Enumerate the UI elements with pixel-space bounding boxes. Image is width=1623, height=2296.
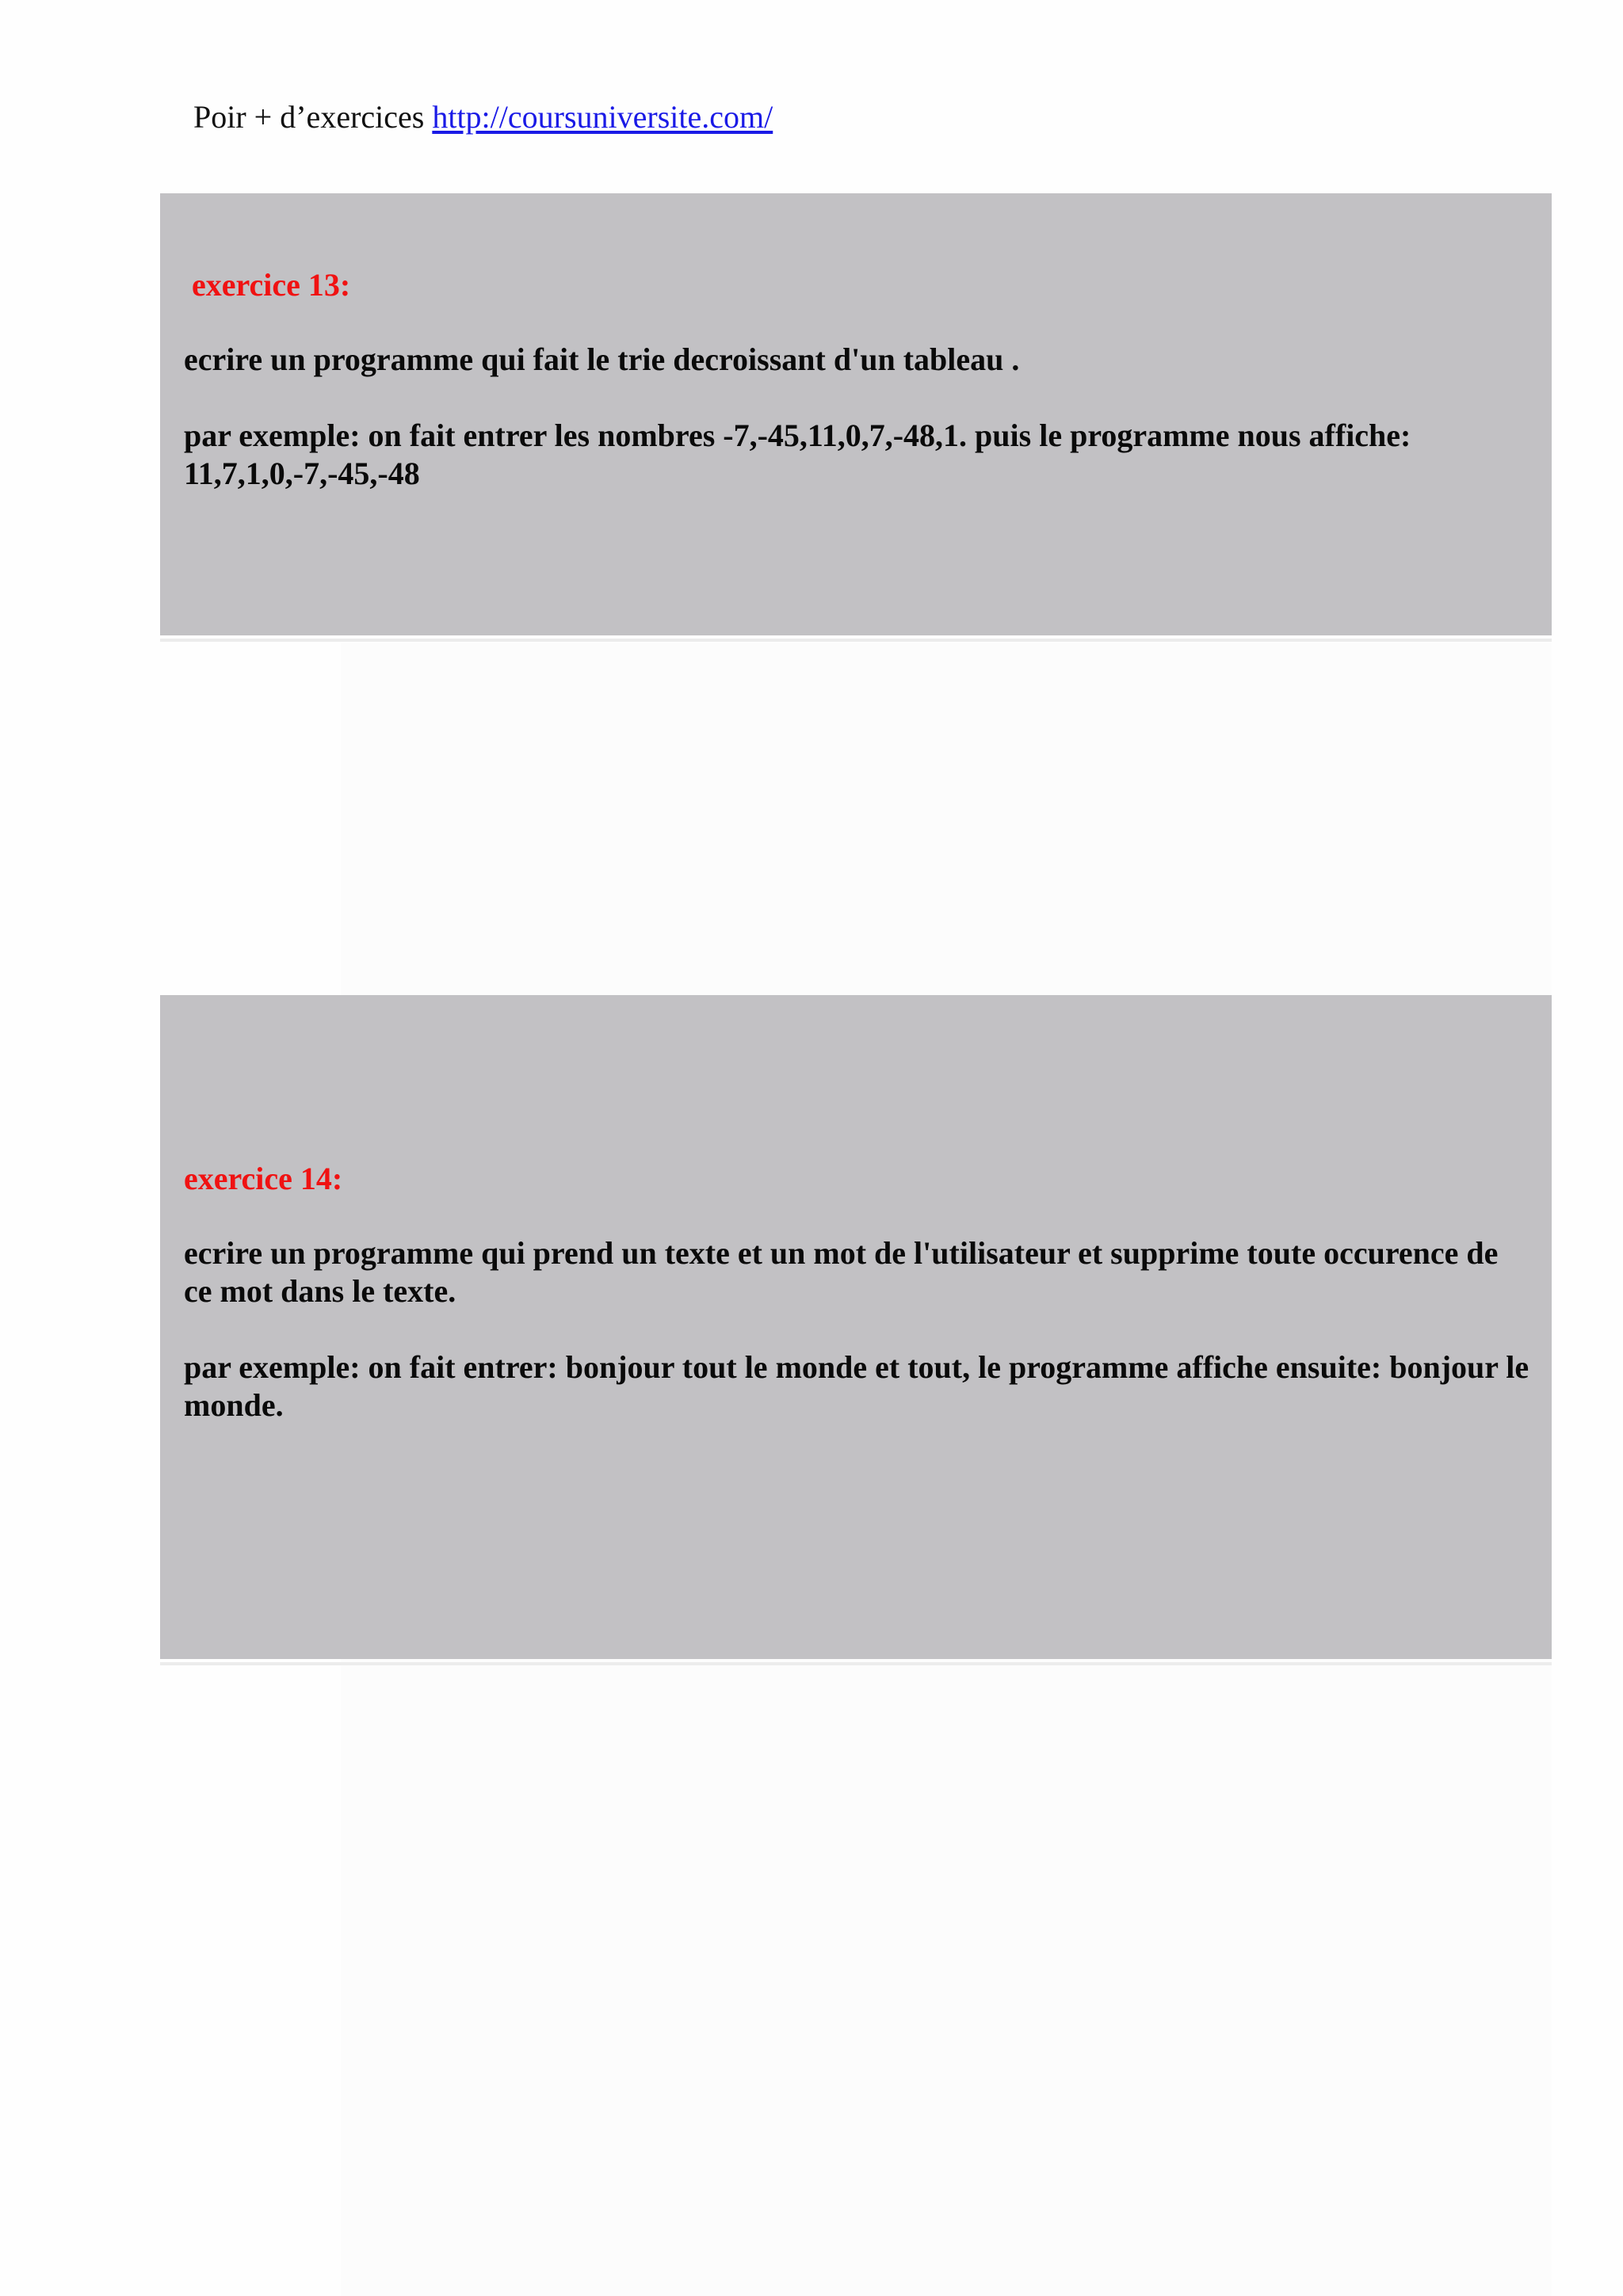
exercise-13-divider <box>160 639 1552 642</box>
exercise-14-statement: ecrire un programme qui prend un texte et un mot de l'utilisateur et supprime toute occurence de ce mot dans le texte. <box>184 1235 1499 1309</box>
exercise-14-box <box>160 995 1552 1659</box>
exercise-14-example: par exemple: on fait entrer: bonjour tout le monde et tout, le programme affiche ensuite: bonjour le monde. <box>184 1349 1529 1423</box>
header-prefix: Poir + d’exercices <box>193 99 433 135</box>
exercise-13-statement: ecrire un programme qui fait le trie decroissant d'un tableau . <box>184 341 1020 377</box>
header-line <box>193 93 773 141</box>
exercise-14-body <box>184 1234 1531 1425</box>
exercise-13-box <box>160 193 1552 635</box>
exercise-14-divider <box>160 1662 1552 1665</box>
exercise-13-body <box>184 341 1531 493</box>
exercise-13-example: par exemple: on fait entrer les nombres -7,-45,11,0,7,-48,1. puis le programme nous affiche: 11,7,1,0,-7,-45,-48 <box>184 418 1411 491</box>
site-link[interactable]: http://coursuniversite.com/ <box>432 99 773 135</box>
exercise-13-title: exercice 13: <box>192 267 351 303</box>
exercise-14-title: exercice 14: <box>184 1161 343 1196</box>
